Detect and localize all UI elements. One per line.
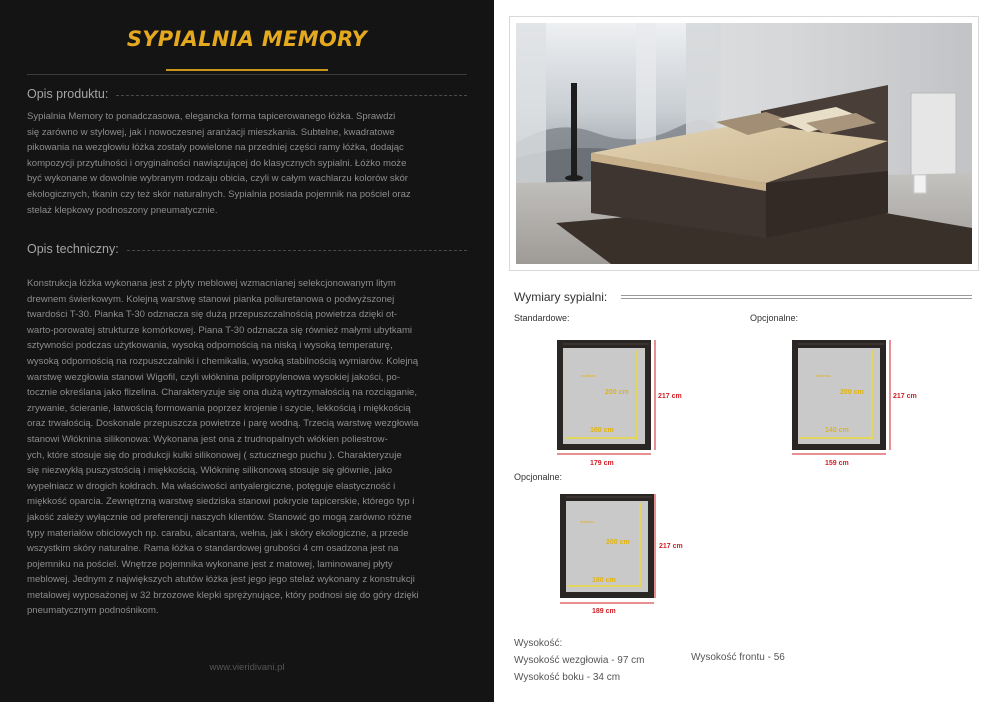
total-length-label: 217 cm <box>659 543 683 550</box>
text-line: pikowania na wezgłowiu łóżka zostały powielone na przedniej części ramy łóżka, dodając <box>27 142 404 154</box>
total-width-label: 189 cm <box>592 608 616 615</box>
dotted-divider <box>127 250 467 251</box>
text-line: ych, które stosuje się do produkcji kulki silikonowej ( sztucznego puchu ). Charakteryzuje <box>27 449 402 461</box>
mattress-length-label: 200 cm <box>606 539 630 546</box>
technical-heading-row <box>27 241 467 257</box>
front-height: Wysokość frontu - 56 <box>691 652 785 663</box>
dotted-divider <box>116 95 467 96</box>
text-line: wysoką odpornością na rozpuszczalniki i chemikalia, wysoką stabilnością wymiarów. Kolejną <box>27 355 419 367</box>
total-width-label: 179 cm <box>590 460 614 467</box>
bed-dimension-diagram <box>787 336 929 470</box>
text-line: stanowi Włóknina silikonowa: Wykonana jest ona z trudnopalnych włókien poliestrow- <box>27 433 388 445</box>
text-line: Konstrukcja łóżka wykonana jest z płyty meblowej wzmacnianej selekcjonowanym litym <box>27 278 396 289</box>
standard-label: Standardowe: <box>514 313 570 323</box>
mattress-width-label: 140 cm <box>825 427 849 434</box>
page-title: SYPIALNIA MEMORY <box>126 27 368 51</box>
divider <box>27 74 467 75</box>
mattress-label: materac <box>580 519 595 524</box>
text-line: meblowej. Jednym z największych atutów łóżka jest jego jego stelaż wykonany z konstrukcji <box>27 574 415 586</box>
text-line: kompozycji przytulności i oryginalności nawiązującej do klasycznych sypialni. Łóżko może <box>27 157 407 169</box>
dimensions-heading: Wymiary sypialni: <box>514 290 608 304</box>
text-line: stelaż klepkowy podnoszony pneumatycznie. <box>27 204 218 216</box>
title-underline <box>166 69 328 71</box>
text-line: zrywanie, ścieranie, łatwością formowania poprzez krojenie i szycie, lekkością i miękkością <box>27 402 411 414</box>
description-heading: Opis produktu: <box>27 87 109 101</box>
text-line: pneumatycznym podnośnikom. <box>27 605 159 617</box>
double-divider <box>621 295 972 299</box>
mattress-width-label: 180 cm <box>592 577 616 584</box>
text-line: miękkość oparcia. Zewnętrzną warstwę siedziska stanowi pokrycie tapicerskie, którego typ i <box>27 496 415 508</box>
text-line: twardości T-30. Pianka T-30 odznacza się dużą przepuszczalnością powietrza dzięki ot- <box>27 309 398 321</box>
dimensions-heading-row <box>514 290 972 304</box>
text-line: się zarówno w stylowej, jak i nowoczesnej aranżacji mieszkania. Subtelne, kwadratowe <box>27 126 395 138</box>
mattress-label: materac <box>816 373 831 378</box>
text-line: drewnem świerkowym. Kolejną warstwę stanowi pianka poliuretanowa o podwyższonej <box>27 293 395 305</box>
bed-photo <box>516 23 972 264</box>
text-line: się niezwykłą puszystością i miękkością. Włókninę silikonową stosuje się głównie, jako <box>27 465 393 477</box>
text-line: metalowej wyposażonej w 32 brzozowe klepki sprężynujące, który podnosi się do góry dzięki <box>27 589 419 601</box>
text-line: Sypialnia Memory to ponadczasowa, elegancka forma tapicerowanego łóżka. Sprawdzi <box>27 111 396 122</box>
website-link[interactable]: www.vieridivani.pl <box>209 662 285 673</box>
optional-label: Opcjonalne: <box>750 313 799 323</box>
text-line: być wykonane w dowolnie wybranym rodzaju obicia, czyli w całym wachlarzu kolorów skór <box>27 173 408 185</box>
text-line: warstwę wezgłowia stanowi Wigofil, czyli włóknina polipropylenowa wysokiej jakości, po- <box>27 371 401 383</box>
text-line: ekologicznych, tkanin czy też skór naturalnych. Sypialnia posiada pojemnik na pościel oraz <box>27 188 411 200</box>
total-length-label: 217 cm <box>658 393 682 400</box>
total-width-label: 159 cm <box>825 460 849 467</box>
product-description-panel <box>0 0 494 702</box>
mattress-width-label: 160 cm <box>590 427 614 434</box>
text-line: jakość zależy wyłącznie od preferencji naszych klientów. Stanowić go mogą zarówno różne <box>27 511 412 523</box>
text-line: wszystkim skóry naturalne. Rama łóżka o standardowej grubości 4 cm osadzona jest na <box>27 543 399 555</box>
text-line: pojemniku na pościel. Wnętrze pojemnika wykonane jest z matowej, laminowanej płyty <box>27 558 393 570</box>
technical-heading: Opis techniczny: <box>27 242 119 256</box>
height-heading: Wysokość: <box>514 638 563 649</box>
total-length-label: 217 cm <box>893 393 917 400</box>
text-line: sztywności podczas użytkowania, wysoką odpornością na niską i wysoką temperaturę, <box>27 340 393 352</box>
mattress-length-label: 200 cm <box>605 389 629 396</box>
text-line: typy materiałów obiciowych np. carabu, alcantara, wełna, jak i skóry ekologiczne, a przede <box>27 527 409 539</box>
description-heading-row <box>27 86 467 102</box>
headboard-height: Wysokość wezgłowia - 97 cm <box>514 655 645 666</box>
text-line: wypełniacz w drogich kołdrach. Ma właściwości antyalergiczne, potęguje elastyczność i <box>27 480 396 492</box>
mattress-label: materac <box>581 373 596 378</box>
bed-photo-frame <box>509 16 979 271</box>
text-line: warto-porowatej strukturze komórkowej. Piana T-30 odznacza się również małymi ubytkami <box>27 324 413 336</box>
height-info <box>514 635 645 686</box>
side-height: Wysokość boku - 34 cm <box>514 672 621 683</box>
technical-text <box>27 276 472 619</box>
bed-dimension-diagram <box>552 336 694 470</box>
mattress-length-label: 200 cm <box>840 389 864 396</box>
optional-label: Opcjonalne: <box>514 472 563 482</box>
description-text <box>27 109 472 218</box>
text-line: tocznie określana jako flizelina. Charakteryzuje się ona dużą wytrzymałością na rozciąganie, <box>27 387 418 399</box>
bed-dimension-diagram <box>555 490 697 620</box>
text-line: oraz trwałością. Doskonale przepuszcza powietrze i parę wodną. Trzecią warstwę wezgłowia <box>27 418 419 430</box>
